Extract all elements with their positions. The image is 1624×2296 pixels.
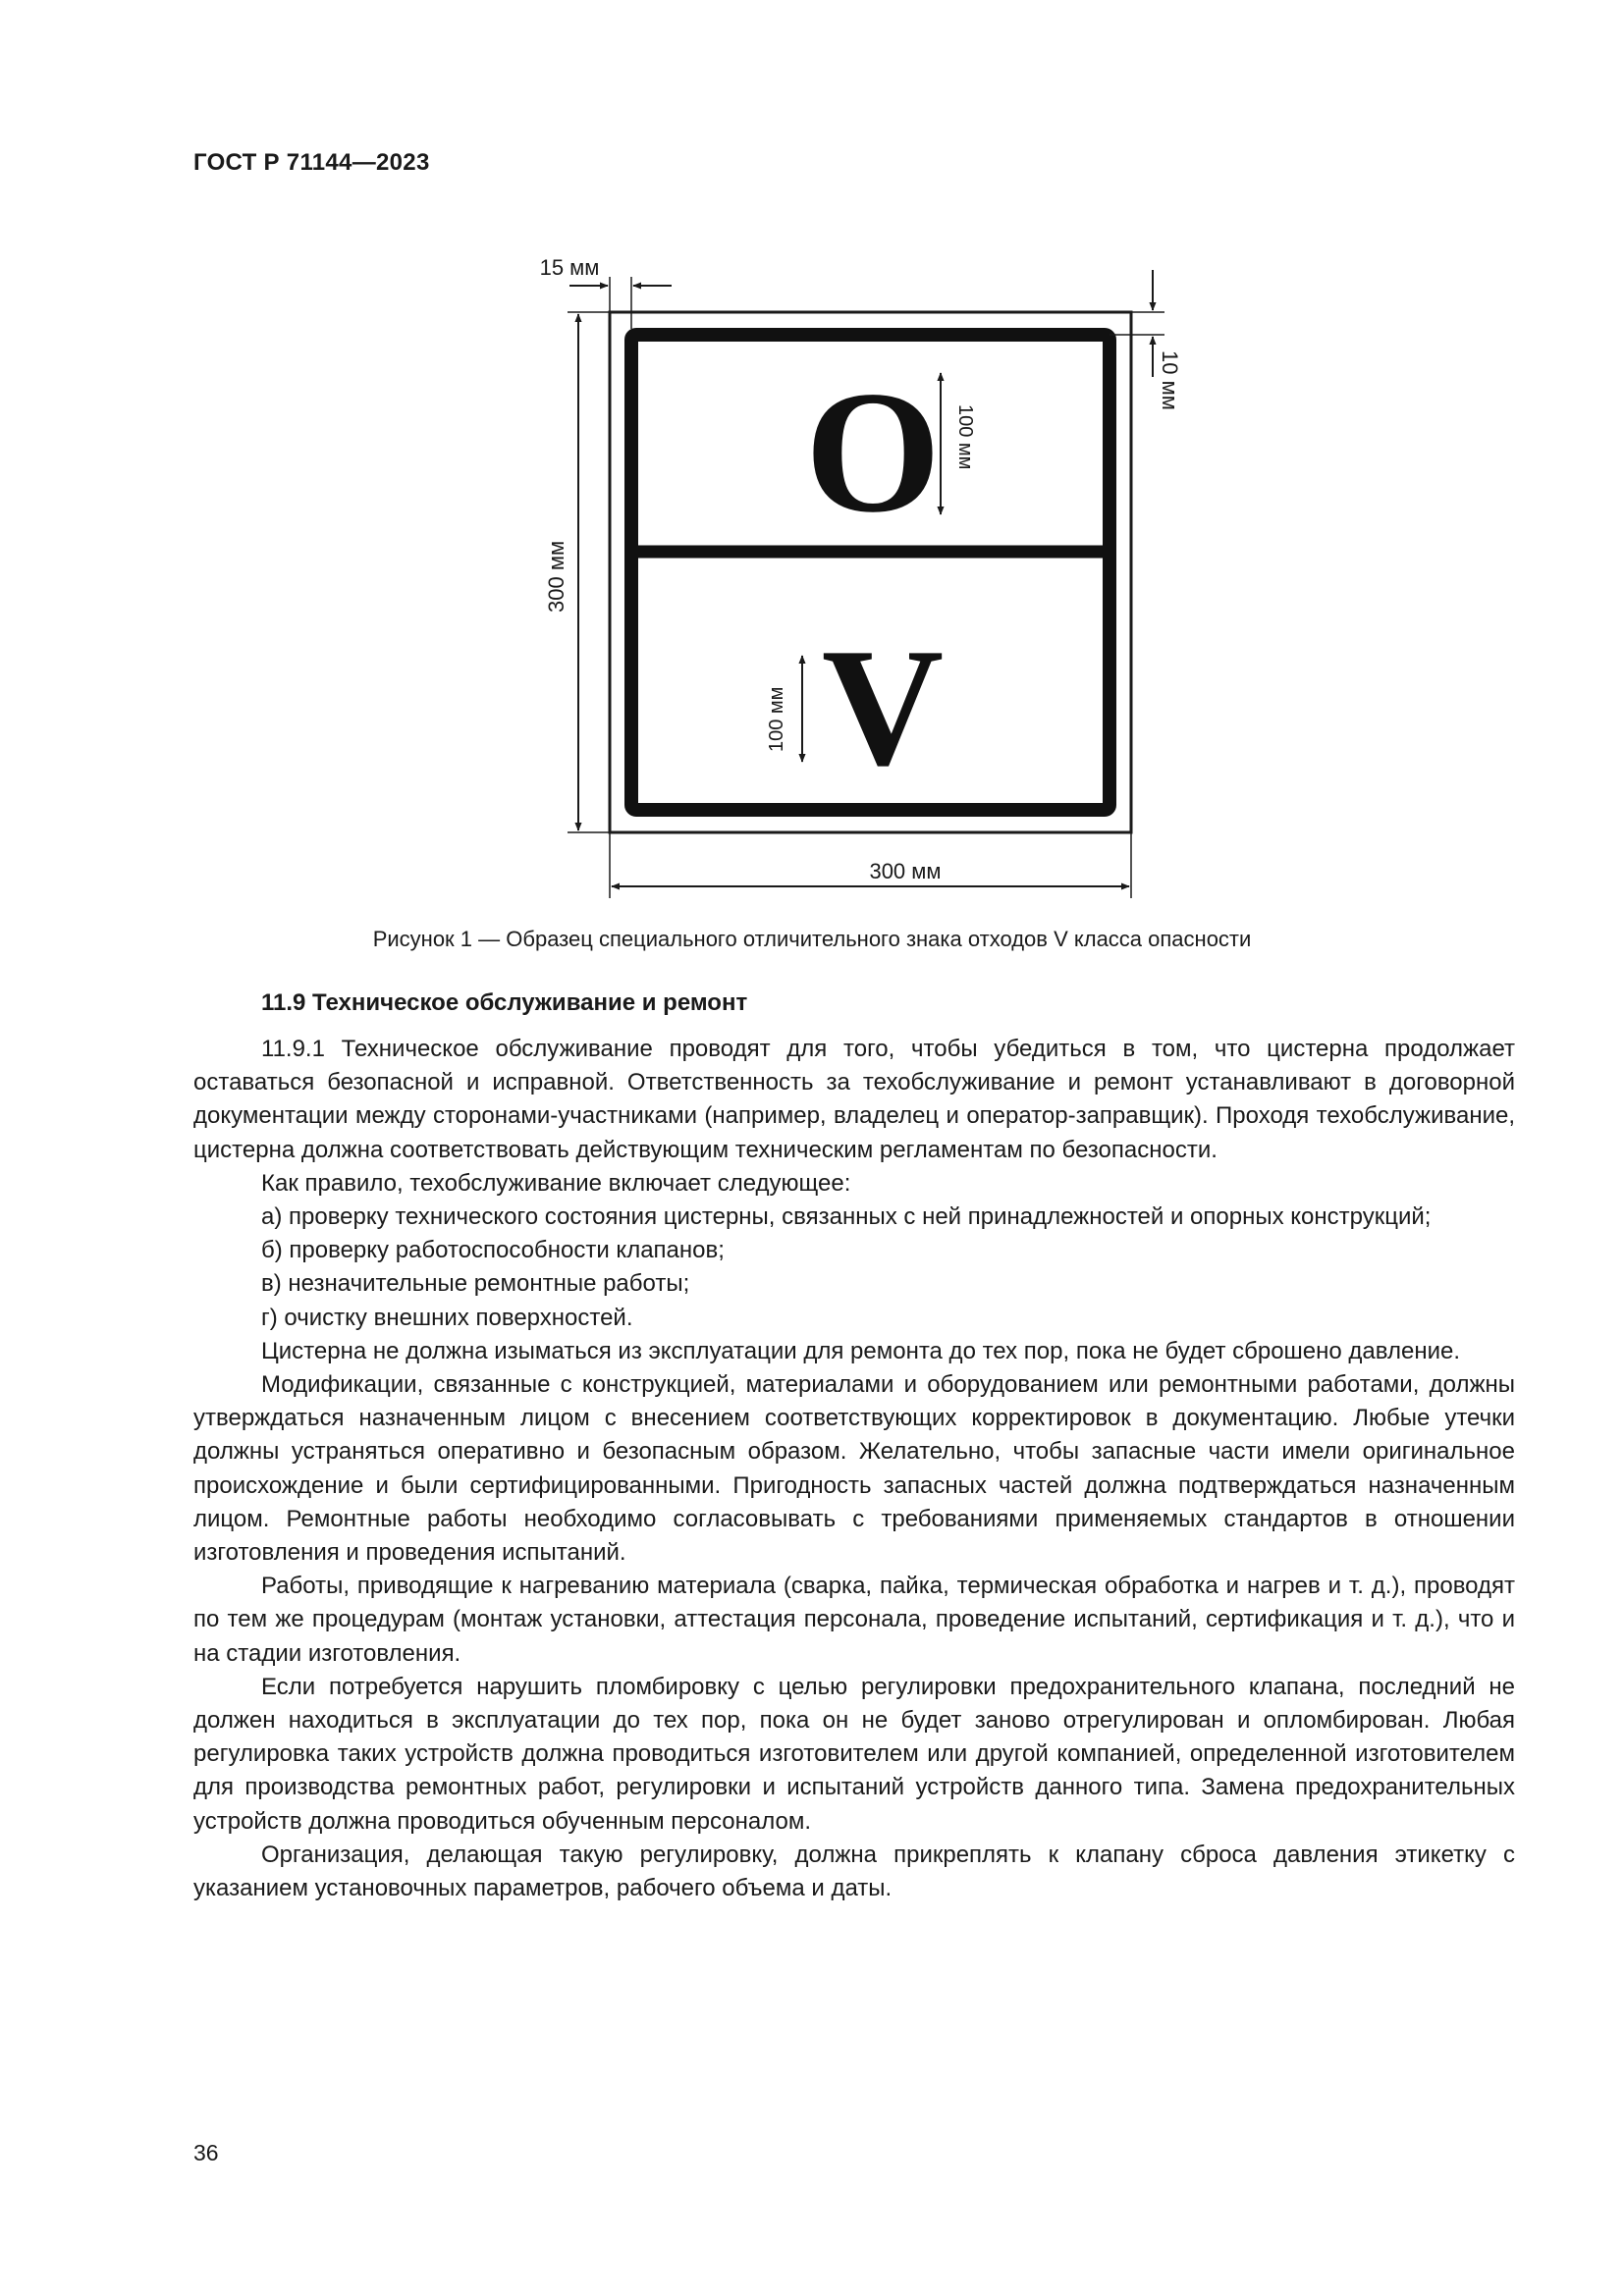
paragraph: Как правило, техобслуживание включает следующее: [261,1169,851,1197]
page-number: 36 [193,2140,219,2165]
paragraph: Работы, приводящие к нагреванию материала (сварка, пайка, термическая обработка и нагрев и т. д.), проводят по тем же процедурам (монтаж установки, аттестация персонала, проведение испытаний, сертификация и т. д.), что и на стадии изготовления. [193,1573,1515,1667]
hazard-sign-figure [0,0,1624,942]
paragraph: 11.9.1 Техническое обслуживание проводят для того, чтобы убедиться в том, что цистерна продолжает оставаться безопасной и исправной. Ответственность за техобслуживание и ремонт устанавливают в договорной документации между сторонами-участниками (например, владелец и оператор-заправщик). Проходя техобслуживание, цистерна должна соответствовать действующим техническим регламентам по безопасности. [193,1036,1515,1163]
letter-v: V [821,614,945,801]
list-item: г) очистку внешних поверхностей. [261,1304,633,1331]
dim-letter-o-height: 100 мм [954,404,976,470]
letter-o: O [804,354,942,549]
paragraph: Организация, делающая такую регулировку, должна прикреплять к клапану сброса давления этикетку с указанием установочных параметров, рабочего объема и даты. [193,1841,1515,1902]
list-item: а) проверку технического состояния цистерны, связанных с ней принадлежностей и опорных конструкций; [261,1203,1432,1231]
paragraph: Модификации, связанные с конструкцией, материалами и оборудованием или ремонтными работами, должны утверждаться назначенным лицом с внесением соответствующих корректировок в документацию. Любые утечки должны устраняться оперативно и безопасным образом. Желательно, чтобы запасные части имели оригинальное происхождение и были сертифицированными. Пригодность запасных частей должна подтверждаться назначенным лицом. Ремонтные работы необходимо согласовывать с требованиями применяемых стандартов в отношении изготовления и проведения испытаний. [193,1371,1515,1567]
paragraph: Цистерна не должна изыматься из эксплуатации для ремонта до тех пор, пока не будет сброшено давление. [261,1337,1460,1364]
dim-frame-offset-left: 15 мм [539,255,600,280]
dim-plate-height: 300 мм [544,540,568,613]
dim-frame-offset-top: 10 мм [1158,350,1182,410]
section-title: 11.9 Техническое обслуживание и ремонт [261,989,748,1016]
body-text [193,1033,1515,1905]
dim-letter-v-height: 100 мм [766,686,787,752]
figure-caption: Рисунок 1 — Образец специального отличительного знака отходов V класса опасности [372,927,1252,951]
list-item: б) проверку работоспособности клапанов; [261,1237,725,1264]
list-item: в) незначительные ремонтные работы; [261,1270,690,1298]
dim-plate-width: 300 мм [869,859,942,883]
standard-header: ГОСТ Р 71144—2023 [193,149,430,176]
paragraph: Если потребуется нарушить пломбировку с целью регулировки предохранительного клапана, последний не должен находиться в эксплуатации до тех пор, пока он не будет заново отрегулирован и опломбирован. Любая регулировка таких устройств должна проводиться изготовителем или другой компанией, определенной изготовителем для производства ремонтных работ, регулировки и испытаний устройств данного типа. Замена предохранительных устройств должна проводиться обученным персоналом. [193,1673,1515,1835]
